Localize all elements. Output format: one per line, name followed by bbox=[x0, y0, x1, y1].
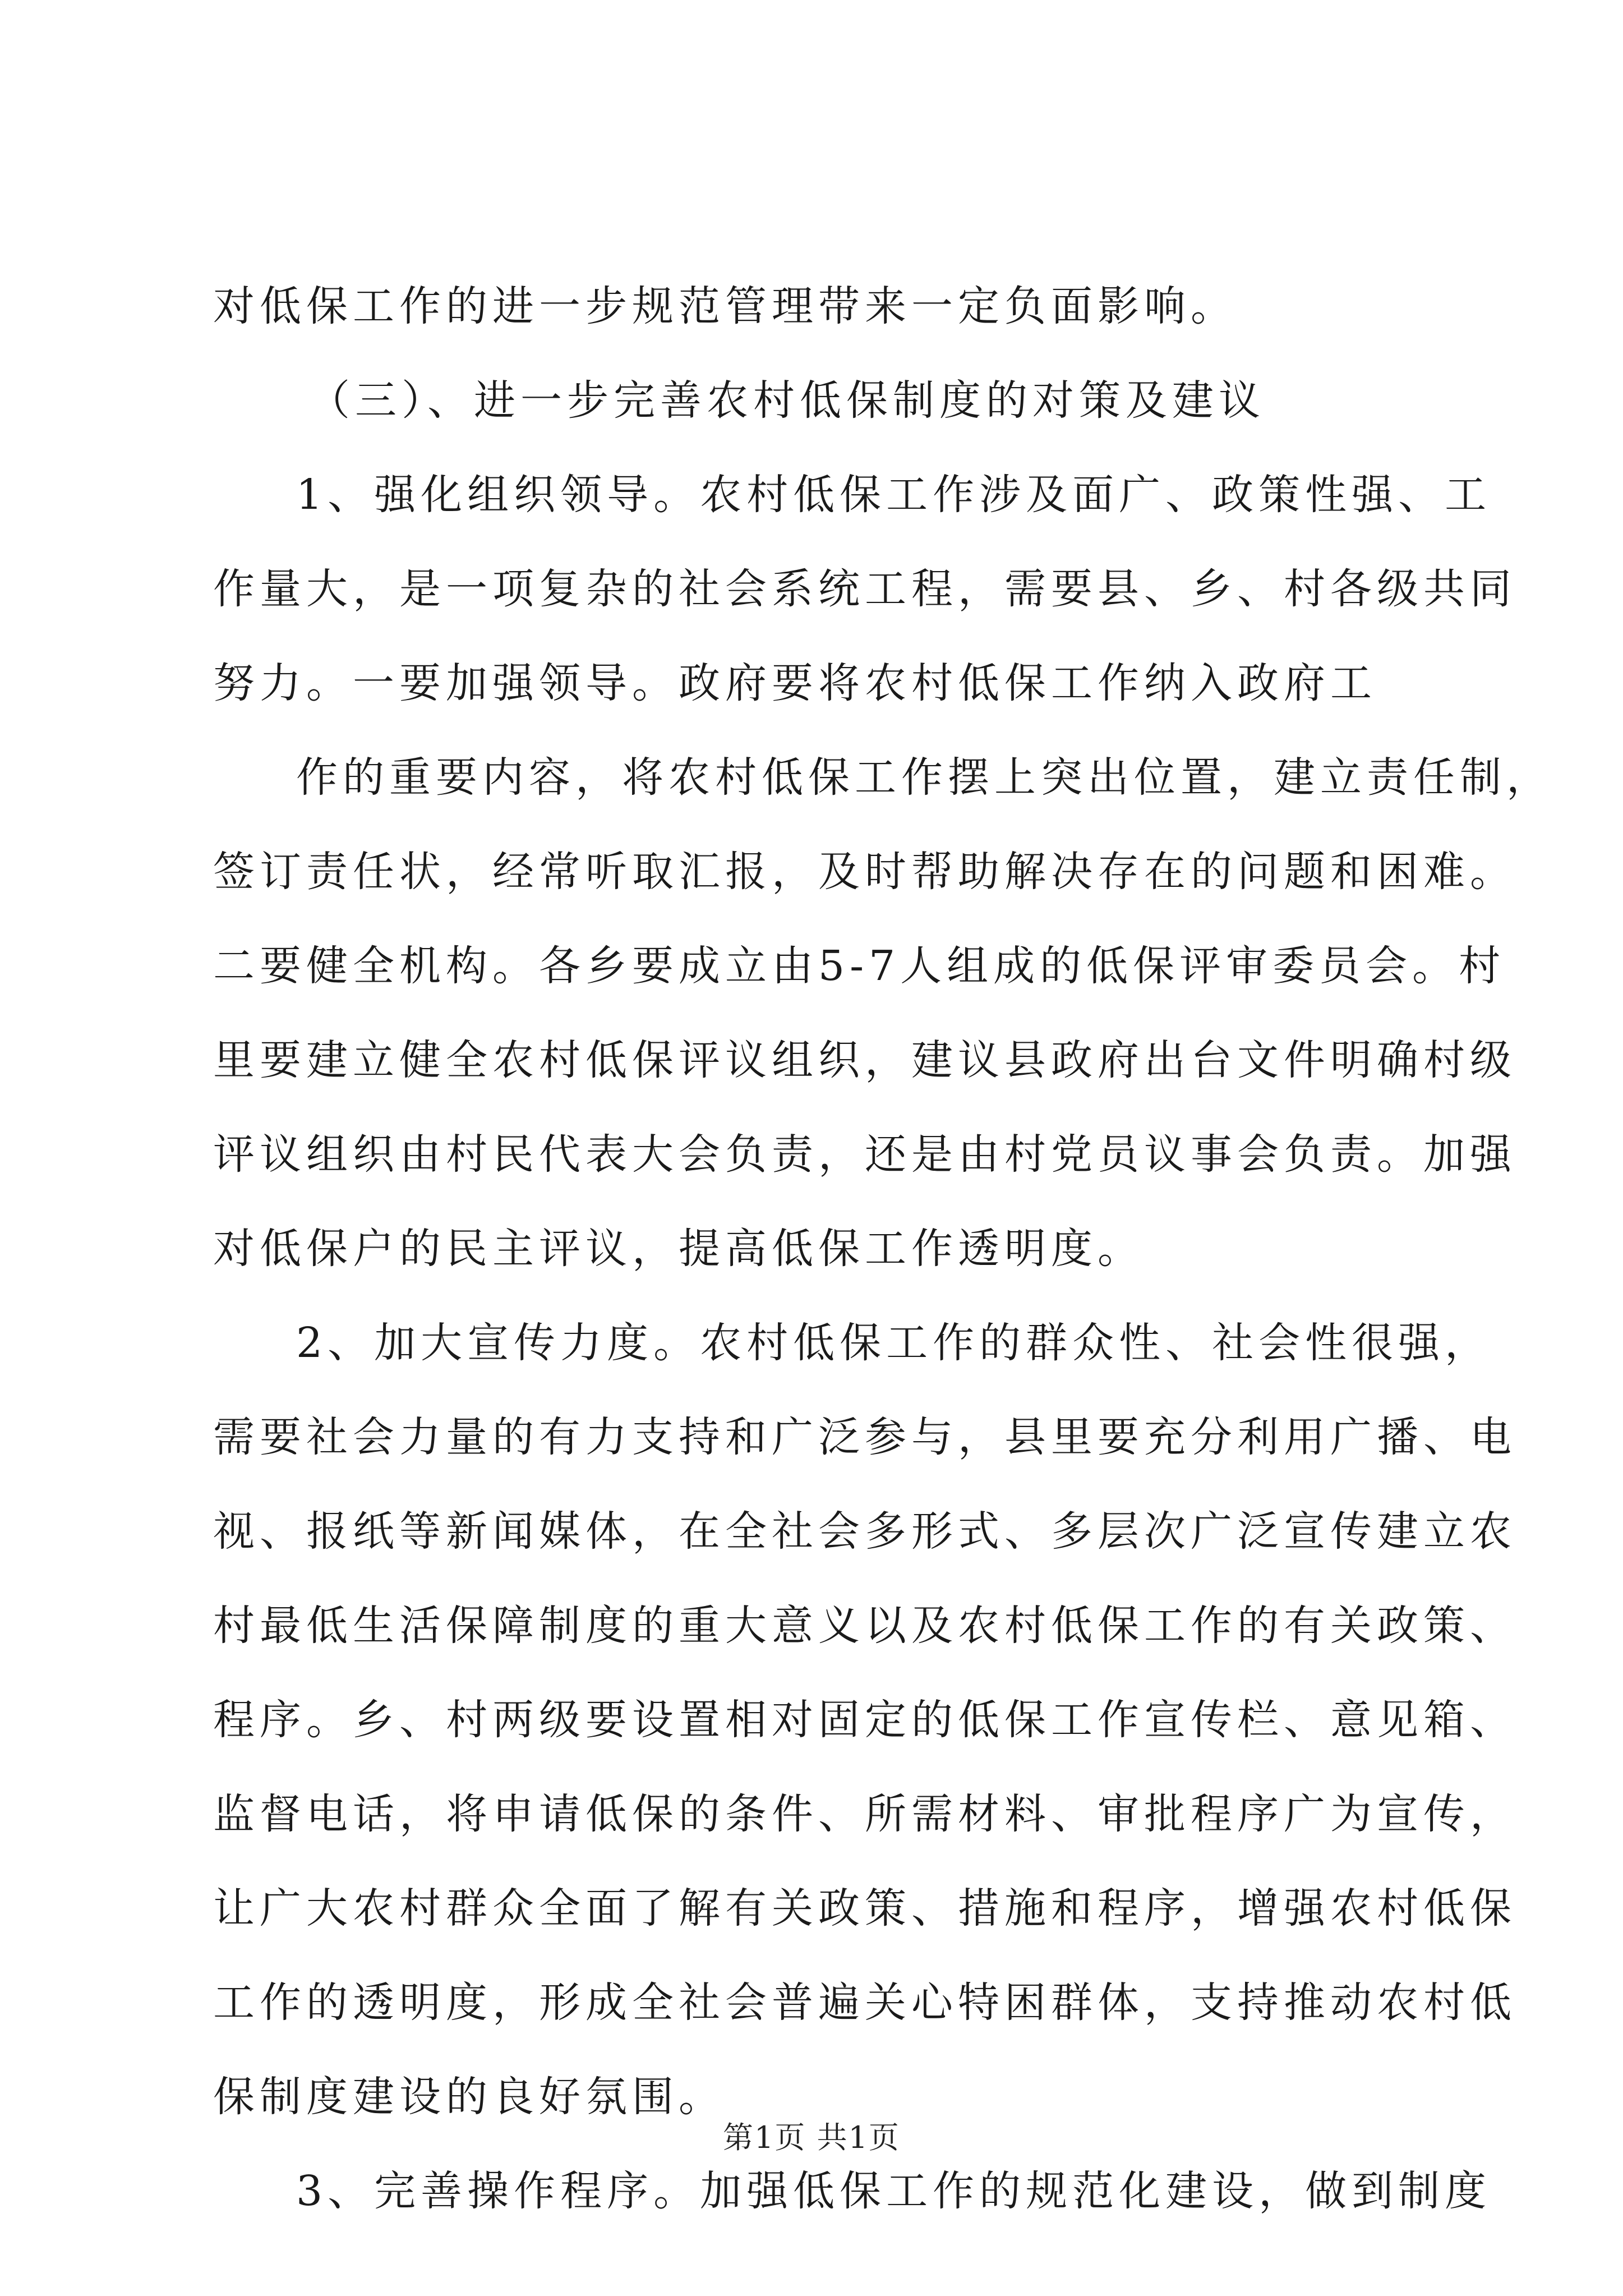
text-line: 2、加大宣传力度。农村低保工作的群众性、社会性很强， bbox=[296, 1319, 1492, 1367]
text-line: 让广大农村群众全面了解有关政策、措施和程序，增强农村低保 bbox=[213, 1884, 1516, 1932]
page-footer bbox=[0, 2114, 1623, 2157]
text-line: 签订责任状，经常听取汇报，及时帮助解决存在的问题和困难。 bbox=[213, 848, 1516, 896]
text-line: 评议组织由村民代表大会负责，还是由村党员议事会负责。加强 bbox=[213, 1130, 1516, 1179]
text-line: 努力。一要加强领导。政府要将农村低保工作纳入政府工 bbox=[213, 659, 1377, 707]
section-heading: （三）、进一步完善农村低保制度的对策及建议 bbox=[308, 376, 1265, 425]
text-line: 3、完善操作程序。加强低保工作的规范化建设，做到制度 bbox=[296, 2167, 1492, 2215]
text-line: 视、报纸等新闻媒体，在全社会多形式、多层次广泛宣传建立农 bbox=[213, 1507, 1516, 1556]
text-line: 工作的透明度，形成全社会普遍关心特困群体，支持推动农村低 bbox=[213, 1978, 1516, 2027]
text-line: 作的重要内容，将农村低保工作摆上突出位置，建立责任制， bbox=[296, 753, 1553, 802]
text-line: 对低保工作的进一步规范管理带来一定负面影响。 bbox=[213, 282, 1237, 330]
text-line: 村最低生活保障制度的重大意义以及农村低保工作的有关政策、 bbox=[213, 1602, 1516, 1650]
text-line: 二要健全机构。各乡要成立由5-7人组成的低保评审委员会。村 bbox=[213, 942, 1506, 990]
text-line: 1、强化组织领导。农村低保工作涉及面广、政策性强、工 bbox=[296, 471, 1492, 519]
text-line: 保制度建设的良好氛围。 bbox=[213, 2073, 725, 2121]
page-number-label: 第1页 共1页 bbox=[723, 2120, 900, 2155]
text-line: 监督电话，将申请低保的条件、所需材料、审批程序广为宣传， bbox=[213, 1790, 1516, 1838]
text-line: 里要建立健全农村低保评议组织，建议县政府出台文件明确村级 bbox=[213, 1036, 1516, 1084]
text-line: 对低保户的民主评议，提高低保工作透明度。 bbox=[213, 1225, 1144, 1273]
text-line: 作量大，是一项复杂的社会系统工程，需要县、乡、村各级共同 bbox=[213, 565, 1516, 613]
text-line: 程序。乡、村两级要设置相对固定的低保工作宣传栏、意见箱、 bbox=[213, 1696, 1516, 1744]
document-body bbox=[213, 259, 1553, 2238]
text-line: 需要社会力量的有力支持和广泛参与，县里要充分利用广播、电 bbox=[213, 1413, 1516, 1461]
